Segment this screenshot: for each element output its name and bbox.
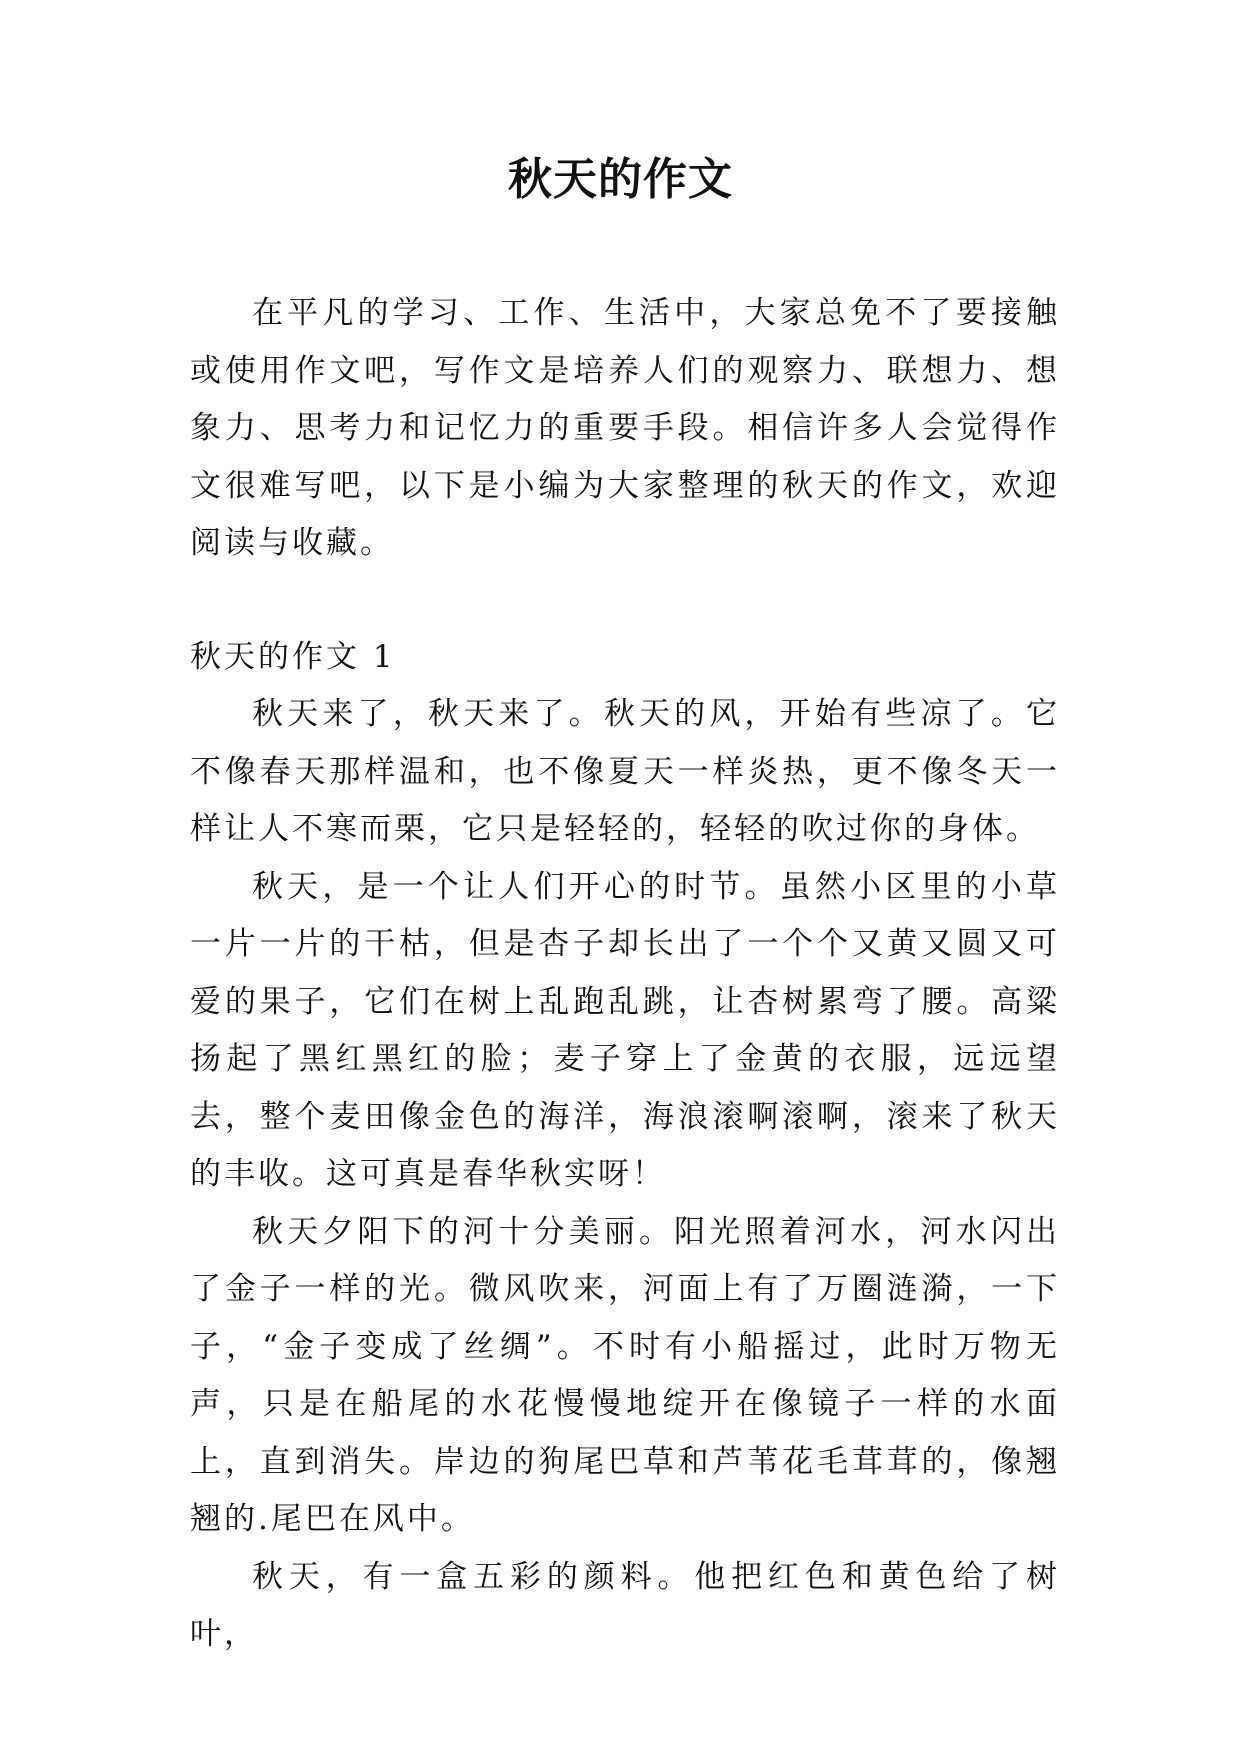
body-paragraph: 秋天，是一个让人们开心的时节。虽然小区里的小草一片一片的干枯，但是杏子却长出了一个个又黄又圆又可爱的果子，它们在树上乱跑乱跳，让杏树累弯了腰。高粱扬起了黑红黑红的脸；麦子穿上了金黄的衣服，远远望去，整个麦田像金色的海洋，海浪滚啊滚啊，滚来了秋天的丰收。这可真是春华秋实呀！ (190, 868, 1060, 1192)
section-heading: 秋天的作文 1 (190, 638, 396, 675)
body-paragraph: 秋天来了，秋天来了。秋天的风，开始有些凉了。它不像春天那样温和，也不像夏天一样炎热，更不像冬天一样让人不寒而栗，它只是轻轻的，轻轻的吹过你的身体。 (190, 696, 1060, 847)
body-paragraph: 秋天，有一盒五彩的颜料。他把红色和黄色给了树叶， (190, 1558, 1060, 1652)
document-title: 秋天的作文 (508, 154, 733, 205)
body-paragraph: 秋天夕阳下的河十分美丽。阳光照着河水，河水闪出了金子一样的光。微风吹来，河面上有了万圈涟漪，一下子，“金子变成了丝绸”。不时有小船摇过，此时万物无声，只是在船尾的水花慢慢地绽开在像镜子一样的水面上，直到消失。岸边的狗尾巴草和芦苇花毛茸茸的，像翘翘的.尾巴在风中。 (190, 1213, 1060, 1537)
document-body (190, 285, 1060, 1664)
intro-paragraph: 在平凡的学习、工作、生活中，大家总免不了要接触或使用作文吧，写作文是培养人们的观察力、联想力、想象力、思考力和记忆力的重要手段。相信许多人会觉得作文很难写吧，以下是小编为大家整理的秋天的作文，欢迎阅读与收藏。 (190, 295, 1060, 561)
